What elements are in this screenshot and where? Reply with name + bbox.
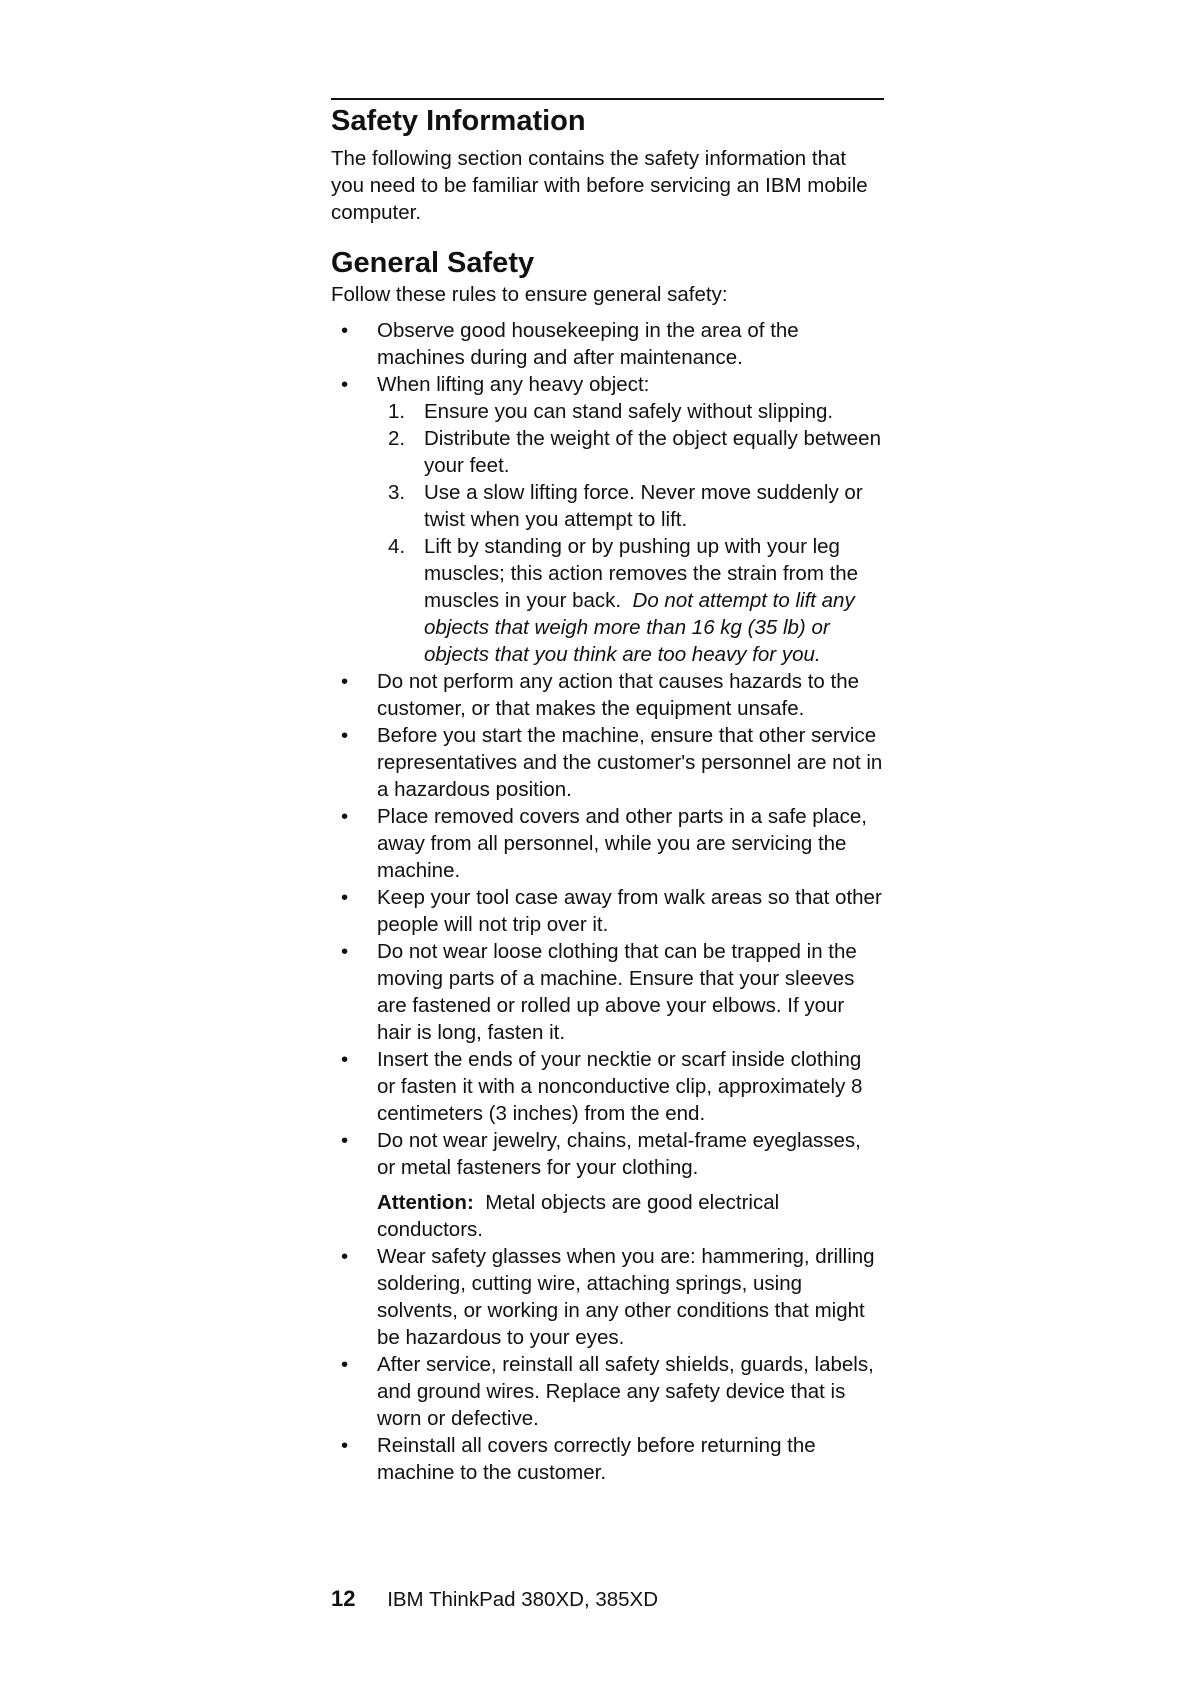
bullet-icon: • (341, 373, 349, 396)
bullet-icon: • (341, 1129, 349, 1152)
section-intro: The following section contains the safety information that you need to be familiar with before servicing an IBM mobile computer. (331, 147, 868, 224)
step-emphasis: Do not attempt to lift any objects that weigh more than 16 kg (35 lb) or objects that you think are too heavy for you. (424, 589, 855, 666)
list-item-text: Reinstall all covers correctly before returning the machine to the customer. (377, 1434, 816, 1484)
list-item (331, 371, 884, 668)
step-text: Use a slow lifting force. Never move suddenly or twist when you attempt to lift. (424, 481, 863, 531)
footer-doc-title: IBM ThinkPad 380XD, 385XD (387, 1588, 659, 1611)
document-page (331, 98, 884, 1486)
list-item-text: Insert the ends of your necktie or scarf inside clothing or fasten it with a nonconductive clip, approximately 8 centimeters (3 inches) from the end. (377, 1048, 863, 1125)
list-item-text: Do not perform any action that causes hazards to the customer, or that makes the equipment unsafe. (377, 670, 860, 720)
bullet-icon: • (341, 670, 349, 693)
lifting-step (377, 425, 884, 479)
bullet-icon: • (341, 1048, 349, 1071)
lifting-step (377, 479, 884, 533)
safety-rules-list (331, 317, 884, 1486)
list-item-text: Do not wear loose clothing that can be trapped in the moving parts of a machine. Ensure that your sleeves are fastened or rolled up above your elbows. If your hair is long, fasten it. (377, 940, 857, 1044)
list-item-text: When lifting any heavy object: (377, 373, 650, 396)
lifting-step (377, 398, 884, 425)
page-number: 12 (331, 1586, 356, 1611)
section-title: Safety Information (331, 105, 586, 137)
step-number: 4. (388, 535, 406, 558)
step-number: 1. (388, 400, 406, 423)
bullet-icon: • (341, 724, 349, 747)
bullet-icon: • (341, 1353, 349, 1376)
list-item-text: Place removed covers and other parts in a safe place, away from all personnel, while you are servicing the machine. (377, 805, 867, 882)
list-item (331, 722, 884, 803)
step-text: Lift by standing or by pushing up with your leg muscles; this action removes the strain from the muscles in your back. (424, 535, 859, 612)
list-item-text: Wear safety glasses when you are: hammering, drilling soldering, cutting wire, attaching springs, using solvents, or working in any other conditions that might be hazardous to your eyes. (377, 1245, 875, 1349)
bullet-icon: • (341, 886, 349, 909)
lifting-steps-list (377, 398, 884, 668)
attention-label: Attention: (377, 1191, 474, 1214)
list-item-text: Before you start the machine, ensure that other service representatives and the customer's personnel are not in a hazardous position. (377, 724, 883, 801)
bullet-icon: • (341, 940, 349, 963)
bullet-icon: • (341, 319, 349, 342)
list-item (331, 317, 884, 371)
list-item-text: Keep your tool case away from walk areas so that other people will not trip over it. (377, 886, 882, 936)
general-safety-lead: Follow these rules to ensure general safety: (331, 283, 728, 306)
step-text: Ensure you can stand safely without slipping. (424, 400, 834, 423)
general-safety-heading: General Safety (331, 247, 535, 279)
list-item (331, 1046, 884, 1127)
bullet-icon: • (341, 1434, 349, 1457)
top-rule (331, 98, 884, 100)
list-item (331, 668, 884, 722)
list-item (331, 1432, 884, 1486)
list-item (331, 1127, 884, 1243)
list-item (331, 1243, 884, 1351)
bullet-icon: • (341, 805, 349, 828)
attention-note (377, 1189, 884, 1243)
list-item-text: Observe good housekeeping in the area of the machines during and after maintenance. (377, 319, 799, 369)
bullet-icon: • (341, 1245, 349, 1268)
list-item-text: Do not wear jewelry, chains, metal-frame eyeglasses, or metal fasteners for your clothing. (377, 1129, 861, 1179)
list-item (331, 884, 884, 938)
step-number: 3. (388, 481, 406, 504)
list-item-text: After service, reinstall all safety shields, guards, labels, and ground wires. Replace any safety device that is worn or defective. (377, 1353, 874, 1430)
list-item (331, 938, 884, 1046)
step-number: 2. (388, 427, 406, 450)
step-text: Distribute the weight of the object equally between your feet. (424, 427, 881, 477)
attention-text: Metal objects are good electrical conductors. (377, 1191, 780, 1241)
list-item (331, 803, 884, 884)
list-item (331, 1351, 884, 1432)
page-footer (331, 1585, 658, 1613)
lifting-step (377, 533, 884, 668)
